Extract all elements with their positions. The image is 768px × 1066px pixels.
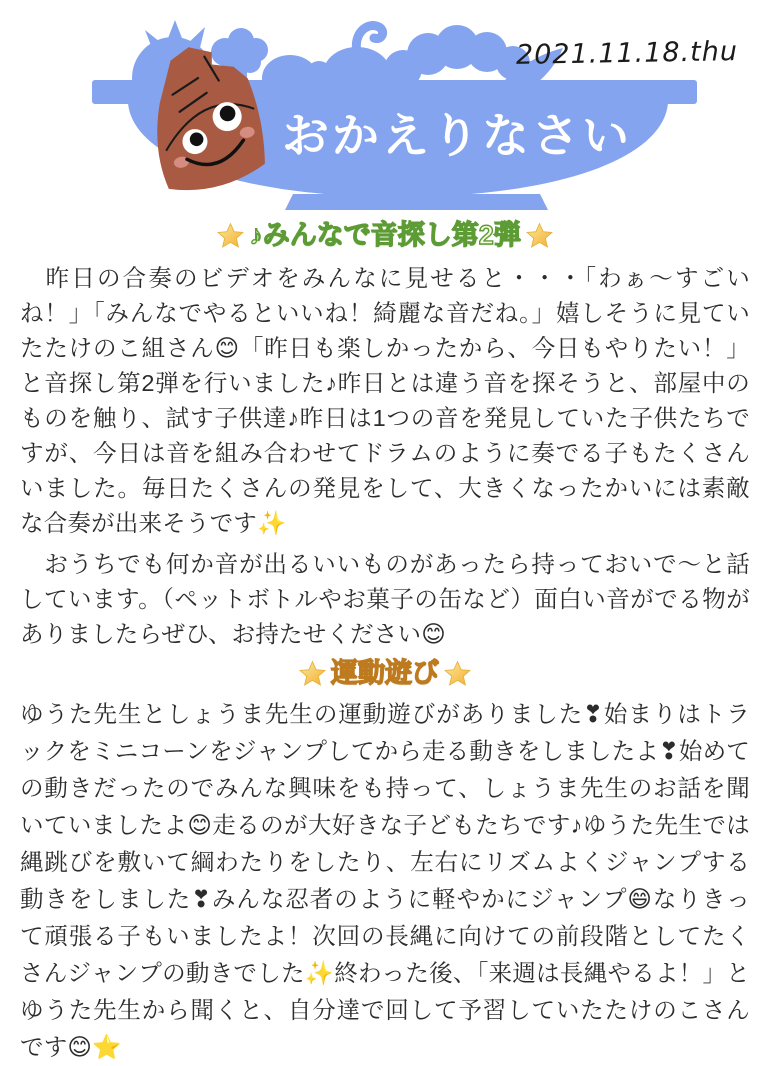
section-title-sound-hunt bbox=[20, 218, 750, 252]
bowl-foot bbox=[285, 194, 548, 210]
paragraph-sound-hunt-1: 昨日の合奏のビデオをみんなに見せると・・・「わぁ～すごいね！」「みんなでやるといいね！綺麗な音だね。」嬉しそうに見ていたたけのこ組さん😊「昨日も楽しかったから、今日もやりたい！」と音探し第2弾を行いました♪昨日とは違う音を探そうと、部屋中のものを触り、試す子供達♪昨日は1つの音を発見していた子供たちですが、今日は音を組み合わせてドラムのように奏でる子もたくさんいました。毎日たくさんの発見をして、大きくなったかいには素敵な合奏が出来そうです✨ bbox=[20, 265, 750, 536]
paragraph-exercise-play: ゆうた先生としょうま先生の運動遊びがありました❣始まりはトラックをミニコーンをジャンプしてから走る動きをしましたよ❣始めての動きだったのでみんな興味をも持って、しょうま先生のお話を聞いていましたよ😊走るのが大好きな子どもたちです♪ゆうた先生では縄跳びを敷いて綱わたりをしたり、左右にリズムよくジャンプする動きをしました❣みんな忍者のように軽やかにジャンプ😄なりきって頑張る子もいましたよ！次回の長縄に向けての前段階としてたくさんジャンプの動きでした✨終わった後、「来週は長縄やるよ！」とゆうた先生から聞くと、自分達で回して予習していたたけのこさんです😊⭐ bbox=[20, 701, 750, 1060]
star-icon bbox=[217, 222, 244, 249]
star-icon bbox=[526, 222, 553, 249]
date-label: 2021.11.18.thu bbox=[515, 36, 739, 71]
section-title-exercise-play bbox=[20, 656, 750, 690]
newsletter-body bbox=[20, 218, 750, 1066]
section-title-text: ♪みんなで音探し第2弾 bbox=[249, 220, 521, 250]
section-title-text: 運動遊び bbox=[331, 658, 439, 688]
star-icon bbox=[444, 660, 471, 687]
paragraph-sound-hunt-2: おうちでも何か音が出るいいものがあったら持っておいで～と話しています。（ペットボトルやお菓子の缶など）面白い音がでる物がありましたらぜひ、お持たせください😊 bbox=[20, 551, 750, 647]
banner-title: おかえりなさい bbox=[282, 109, 632, 162]
star-icon bbox=[299, 660, 326, 687]
